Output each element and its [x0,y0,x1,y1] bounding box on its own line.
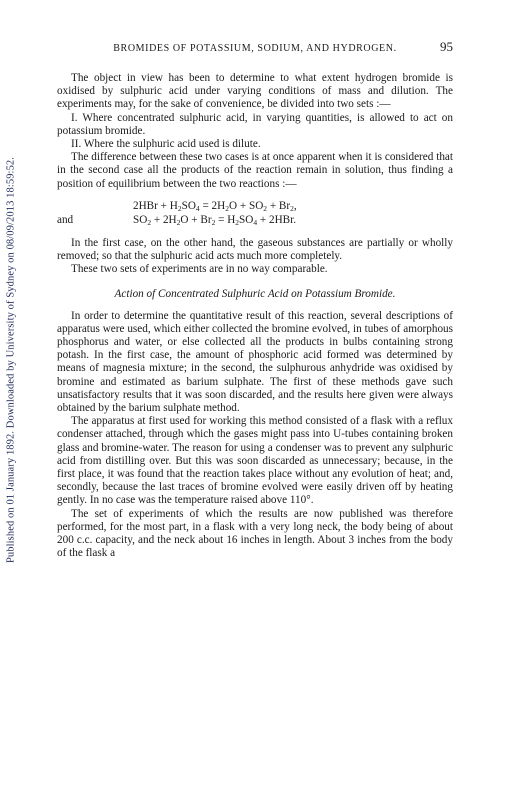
page-body [57,40,453,561]
running-header [57,40,453,58]
paragraph-difference: The difference between these two cases is at once apparent when it is considered that in the second case all the products of the reaction remain in solution, thus finding a position of equilibrium between the two reactions :— [57,151,453,190]
paragraph-apparatus: The apparatus at first used for working this method consisted of a flask with a reflux condenser attached, through which the gases might pass into U-tubes containing broken glass and bromine-water. The reason for using a condenser was to prevent any sulphuric acid from distilling over. But this was soon discarded as unnecessary; because, in the first place, it was found that the reaction takes place without any evolution of heat; and, secondly, because the last traces of bromine evolved were easily driven off by heating gently. In no case was the temperature raised above 110°. [57,415,453,507]
paragraph-first-case: In the first case, on the other hand, the gaseous substances are partially or wholly removed; so that the sulphuric acid acts much more completely. [57,236,453,263]
equation-block [57,200,453,228]
equation-2: $SO_2 + 2H_2O + Br_2 = H_2SO_4 + 2HBr$. [133,213,297,227]
paragraph-case-two: II. Where the sulphuric acid used is dilute. [71,138,261,151]
equation-2-lead: and [57,213,74,226]
paragraph-case-one: I. Where concentrated sulphuric acid, in varying quantities, is allowed to act on potassium bromide. [57,111,453,137]
publication-margin-note [4,80,18,640]
paragraph-intro: The object in view has been to determine to what extent hydrogen bromide is oxidised by sulphuric acid under varying conditions of mass and dilution. The experiments may, for the sake of convenience, be divided into two sets :— [57,72,453,111]
equation-row-2 [57,214,453,228]
paragraph-methods: In order to determine the quantitative result of this reaction, several descriptions of apparatus were used, which either collected the bromine evolved, in tubes of amorphous phosphorus and water, or else collected all the products in bulbs containing strong potash. In the first case, the amount of phosphoric acid formed was determined by means of magnesia mixture; in the second, the sulphurous anhydride was oxidised by bromine and estimated as barium sulphate. The first of these methods gave such unsatisfactory results that it was soon discarded, and the results here given were always obtained by the barium sulphate method. [57,309,453,415]
margin-note-text: Published on 01 January 1892. Downloaded by University of Sydney on 08/09/2013 18:59:52. [5,156,17,564]
page-number: 95 [440,39,453,54]
paragraph-not-comparable: These two sets of experiments are in no way comparable. [71,263,328,276]
section-heading: Action of Concentrated Sulphuric Acid on Potassium Bromide. [114,288,396,301]
equation-row-1 [57,200,453,214]
equation-1: $2HBr + H_2SO_4 = 2H_2O + SO_2 + Br_2$, [133,199,297,213]
running-title: BROMIDES OF POTASSIUM, SODIUM, AND HYDROGEN. [113,43,397,54]
paragraph-experiments: The set of experiments of which the results are now published was therefore performed, for the most part, in a flask with a very long neck, the body being of about 200 c.c. capacity, and the neck about 16 inches in length. About 3 inches from the body of the flask a [57,507,453,560]
